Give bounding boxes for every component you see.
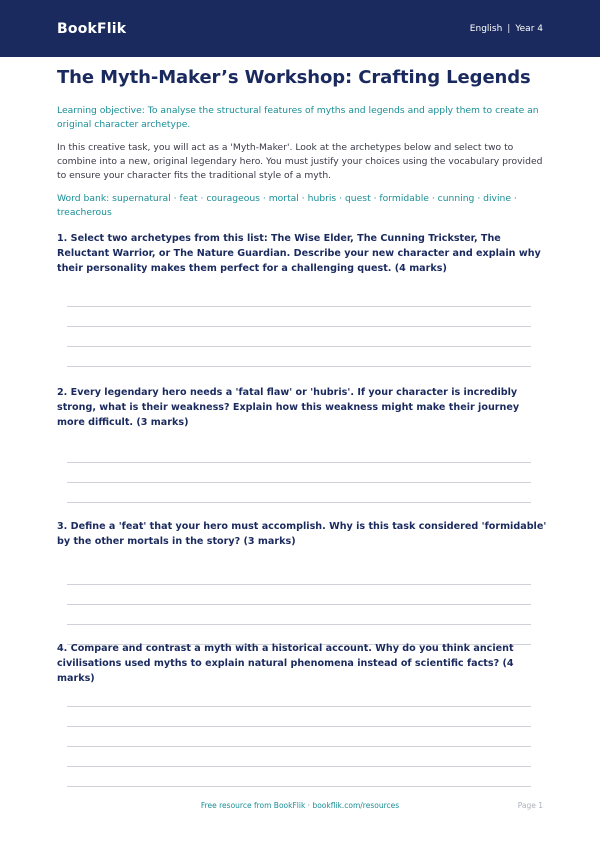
answer-line[interactable] bbox=[67, 366, 531, 367]
answer-line[interactable] bbox=[67, 482, 531, 483]
answer-line[interactable] bbox=[67, 584, 531, 585]
worksheet-intro bbox=[57, 64, 543, 220]
word-bank: Word bank: supernatural · feat · courageous · mortal · hubris · quest · formidable · cunning · divine · treacherous bbox=[57, 193, 517, 218]
question-3: 3. Define a 'feat' that your hero must accomplish. Why is this task considered 'formidable' by the other mortals in the story? (3 marks) bbox=[57, 521, 547, 547]
answer-line[interactable] bbox=[67, 326, 531, 327]
header-bar bbox=[0, 0, 600, 57]
page-title: The Myth-Maker’s Workshop: Crafting Legends bbox=[57, 67, 531, 88]
subject-label: English bbox=[469, 23, 503, 34]
question-4: 4. Compare and contrast a myth with a historical account. Why do you think ancient civilisations used myths to explain natural phenomena instead of scientific facts? (4 marks) bbox=[57, 643, 514, 684]
answer-line[interactable] bbox=[67, 746, 531, 747]
answer-line[interactable] bbox=[67, 706, 531, 707]
question-2: 2. Every legendary hero needs a 'fatal flaw' or 'hubris'. If your character is incredibly strong, what is their weakness? Explain how this weakness might make their journey more difficult. (3 marks) bbox=[57, 387, 520, 428]
task-instructions: In this creative task, you will act as a 'Myth-Maker'. Look at the archetypes below and select two to combine into a new, original legendary hero. You must justify your choices using the vocabulary provided to ensure your character fits the traditional style of a myth. bbox=[57, 142, 543, 181]
answer-line[interactable] bbox=[67, 624, 531, 625]
header-meta bbox=[470, 24, 543, 34]
answer-line[interactable] bbox=[67, 306, 531, 307]
answer-line[interactable] bbox=[67, 766, 531, 767]
answer-line[interactable] bbox=[67, 462, 531, 463]
answer-area-4[interactable] bbox=[67, 706, 531, 806]
learning-objective: Learning objective: To analyse the structural features of myths and legends and apply them to create an original character archetype. bbox=[57, 105, 539, 130]
answer-area-1[interactable] bbox=[67, 306, 531, 386]
page-number: Page 1 bbox=[517, 801, 543, 810]
answer-line[interactable] bbox=[67, 346, 531, 347]
question-1: 1. Select two archetypes from this list: The Wise Elder, The Cunning Trickster, The Reluctant Warrior, or The Nature Guardian. Describe your new character and explain why their personality makes them perfect for a challenging quest. (4 marks) bbox=[57, 233, 541, 274]
answer-line[interactable] bbox=[67, 502, 531, 503]
brand-logo[interactable]: BookFlik bbox=[57, 20, 127, 37]
resource-link[interactable]: Free resource from BookFlik · bookflik.com/resources bbox=[200, 801, 400, 810]
answer-line[interactable] bbox=[67, 786, 531, 787]
answer-line[interactable] bbox=[67, 726, 531, 727]
page-footer bbox=[0, 801, 600, 815]
meta-separator: | bbox=[507, 23, 511, 34]
answer-area-2[interactable] bbox=[67, 462, 531, 522]
answer-line[interactable] bbox=[67, 604, 531, 605]
year-label: Year 4 bbox=[515, 23, 543, 34]
